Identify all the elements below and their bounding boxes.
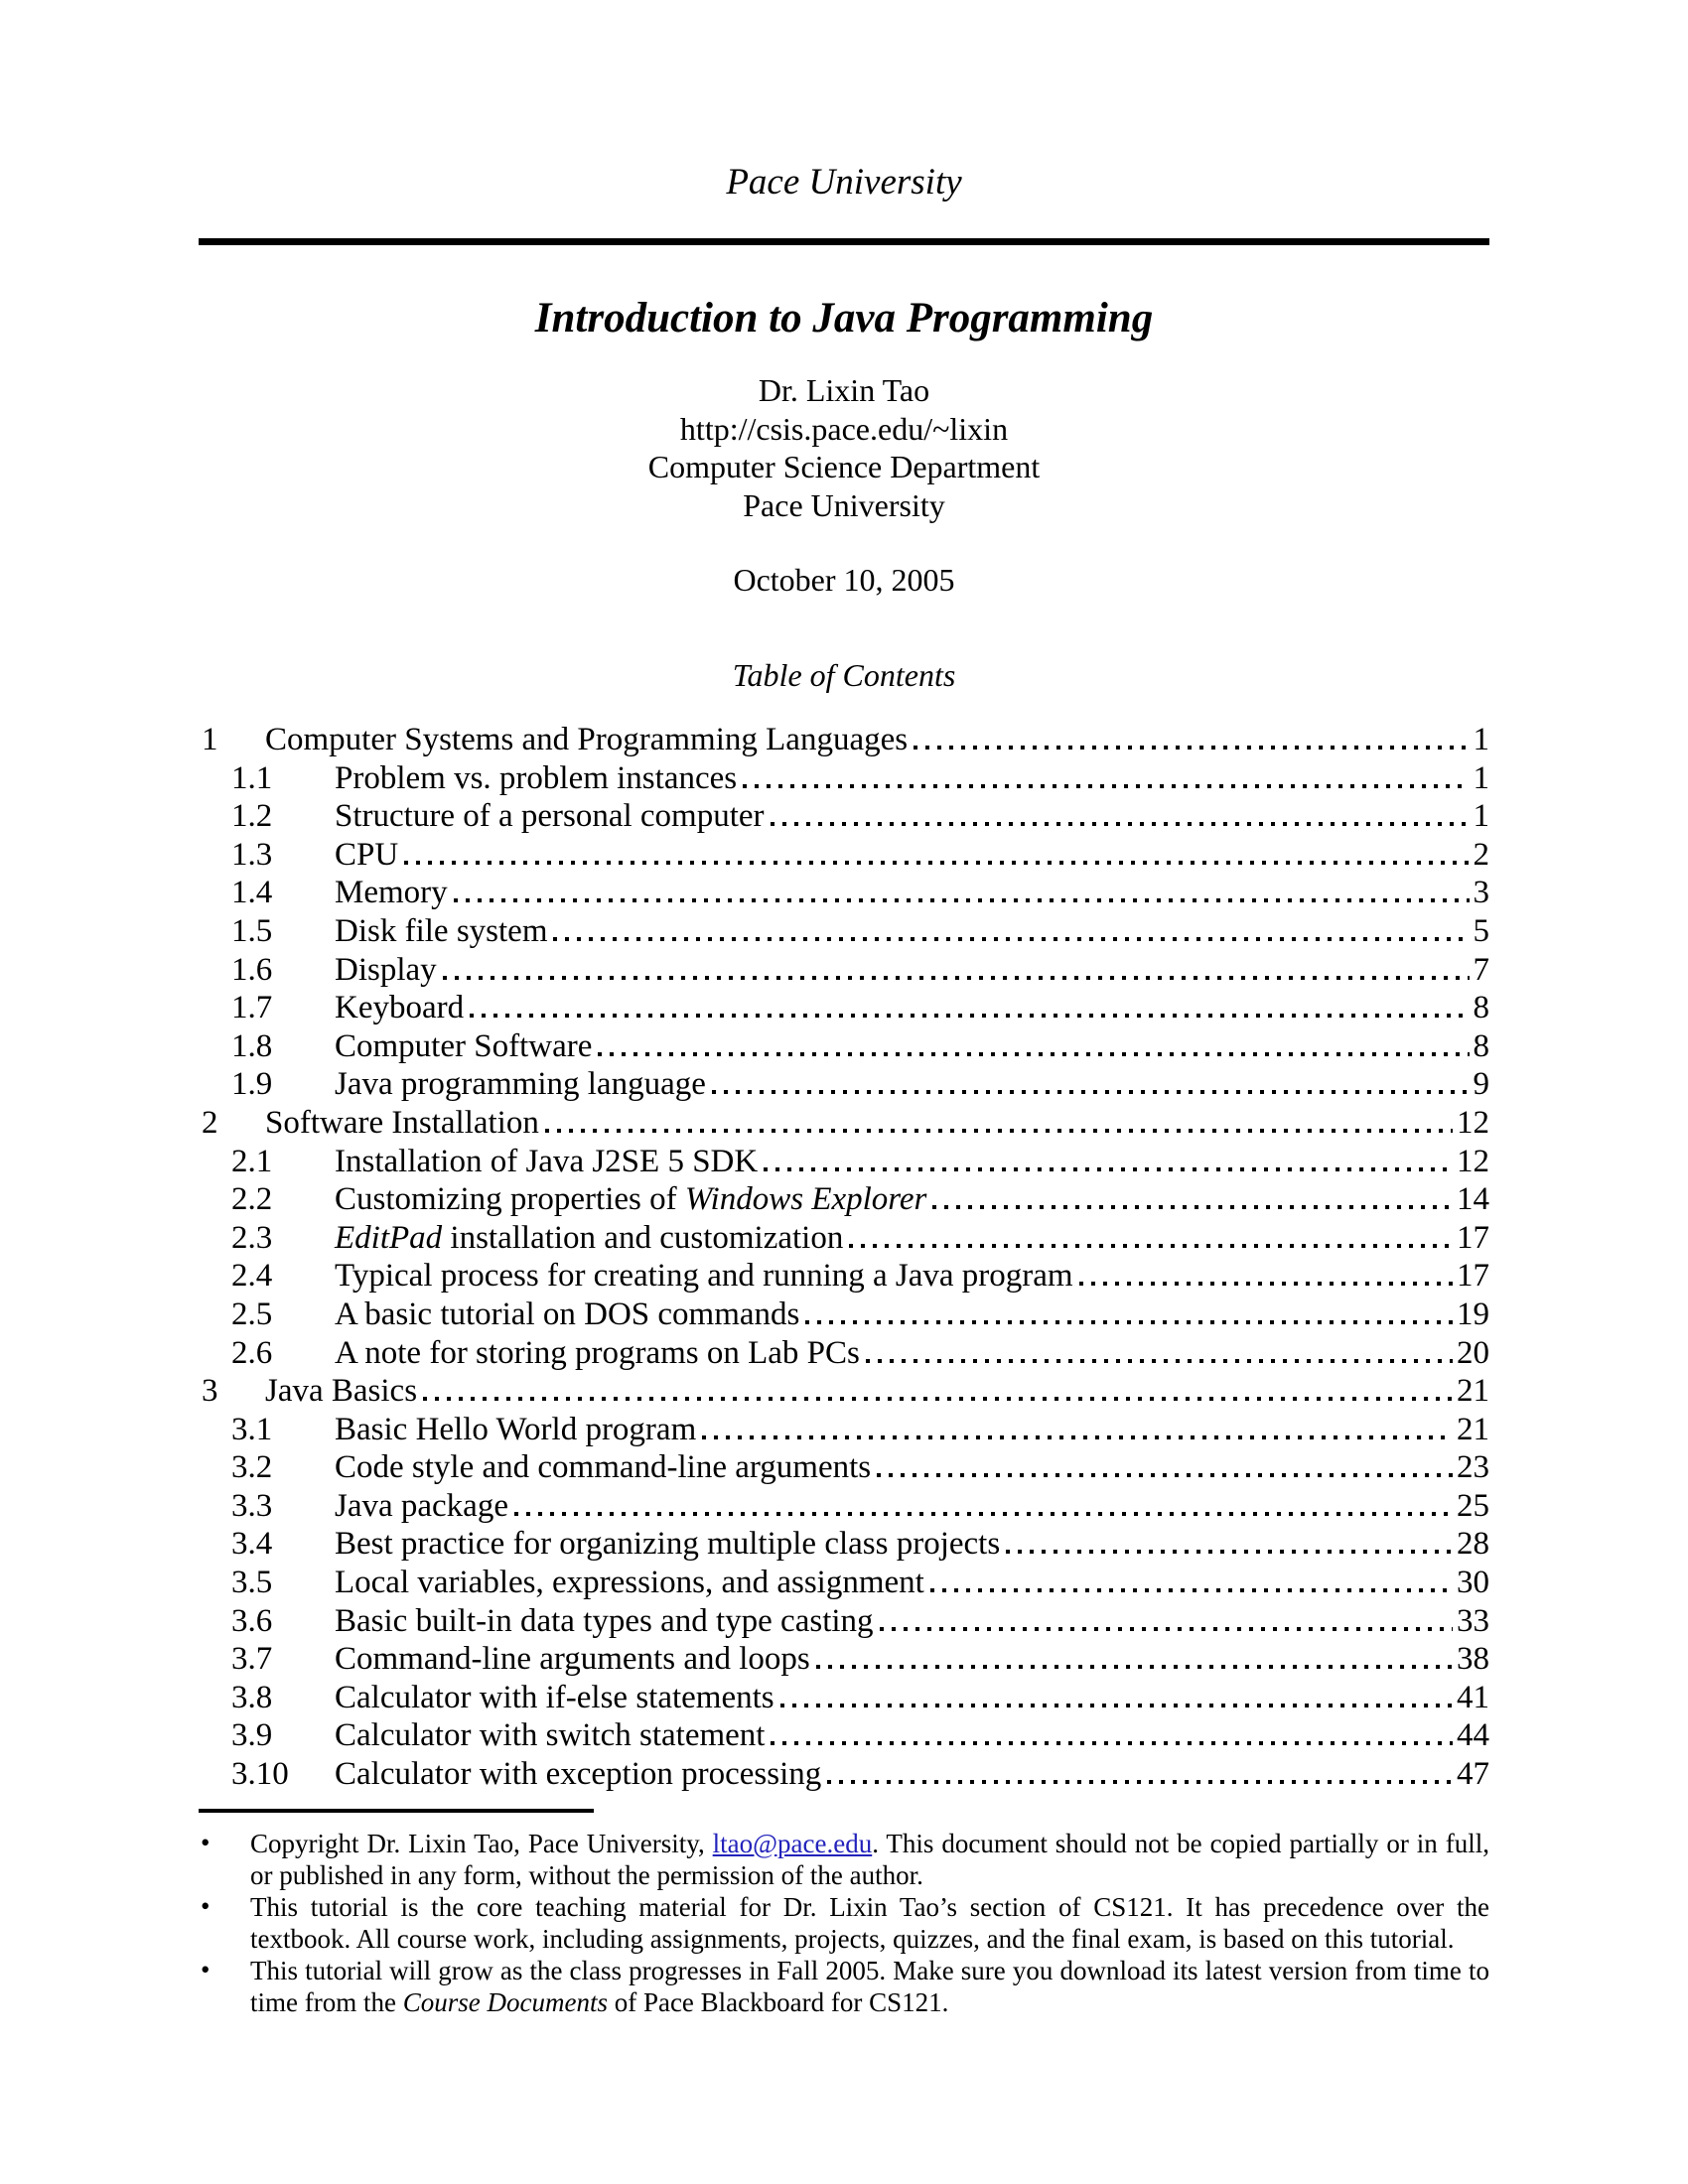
toc-entry-number: 2.6 [231, 1334, 273, 1371]
toc-dot-leader [849, 1244, 1453, 1248]
toc-entry-number: 3.8 [231, 1679, 273, 1715]
text-segment: of Pace Blackboard for CS121. [607, 1986, 949, 2017]
toc-dot-leader [514, 1512, 1453, 1516]
toc-entry-title [335, 1602, 874, 1641]
toc-dot-leader [553, 937, 1469, 941]
bullet-icon: • [201, 1955, 211, 1985]
toc-entry [199, 1487, 1489, 1526]
toc-entry [199, 1104, 1489, 1143]
footnote-item [199, 1956, 1489, 2018]
toc-entry-title [335, 1334, 860, 1373]
toc-entry-number: 2.5 [231, 1296, 273, 1332]
toc-dot-leader [805, 1320, 1453, 1324]
toc-entry-title [335, 1679, 774, 1717]
document-date: October 10, 2005 [733, 562, 955, 598]
author-university: Pace University [743, 486, 945, 523]
toc-dot-leader [930, 1588, 1453, 1592]
text-segment: Code style and command-line arguments [335, 1449, 872, 1486]
toc-entry [199, 1334, 1489, 1373]
text-segment: Typical process for creating and running a Java program [335, 1258, 1073, 1295]
toc-entry-page: 5 [1473, 912, 1489, 949]
text-segment: Basic Hello World program [335, 1411, 697, 1447]
toc-entry-number: 1.1 [231, 759, 273, 796]
toc-entry-page: 38 [1457, 1641, 1489, 1678]
toc-entry-title [335, 1411, 696, 1449]
toc-entry [199, 874, 1489, 912]
toc-entry-number: 3.7 [231, 1641, 273, 1678]
toc-entry [199, 1411, 1489, 1449]
document-title: Introduction to Java Programming [534, 295, 1154, 341]
toc-entry-page: 1 [1473, 798, 1489, 835]
toc-entry-number: 3.5 [231, 1565, 273, 1601]
text-segment: Computer Software [335, 1027, 593, 1064]
toc-entry-title [265, 721, 908, 759]
toc-dot-leader [877, 1473, 1453, 1477]
toc-entry-number: 3.9 [231, 1717, 273, 1754]
toc-entry-number: 1.5 [231, 912, 273, 949]
text-segment: Course Documents [402, 1986, 608, 2017]
toc-dot-leader [1079, 1282, 1453, 1286]
text-segment: Calculator with exception processing [335, 1756, 822, 1793]
toc-entry-page: 12 [1457, 1143, 1489, 1179]
toc-entry-title [335, 874, 448, 912]
toc-entry [199, 1716, 1489, 1755]
toc-entry-page: 14 [1457, 1181, 1489, 1218]
text-segment: Copyright Dr. Lixin Tao, Pace University, [250, 1829, 713, 1858]
text-segment: A basic tutorial on DOS commands [335, 1296, 800, 1332]
text-segment: Calculator with if-else statements [335, 1679, 774, 1715]
toc-dot-leader [880, 1627, 1453, 1631]
toc-entry [199, 1065, 1489, 1104]
toc-entry-number: 2.3 [231, 1219, 273, 1256]
toc-entry [199, 1257, 1489, 1296]
toc-entry-page: 21 [1457, 1411, 1489, 1447]
text-segment: This tutorial will grow as the class progresses in Fall 2005. Make sure you download its latest version from time to time from the [250, 1956, 1489, 2017]
toc-entry-number: 1.4 [231, 875, 273, 911]
toc-entry [199, 1219, 1489, 1258]
toc-entry-page: 25 [1457, 1487, 1489, 1524]
toc-entry-number: 1.8 [231, 1027, 273, 1064]
toc-entry-title [335, 1143, 758, 1181]
toc-entry-title [335, 836, 398, 875]
bullet-icon: • [201, 1891, 211, 1922]
text-segment: Local variables, expressions, and assignment [335, 1565, 924, 1601]
toc-entry [199, 1640, 1489, 1679]
toc-entry [199, 1679, 1489, 1717]
toc-dot-leader [827, 1780, 1453, 1784]
toc-dot-leader [702, 1435, 1453, 1439]
footnotes [199, 1829, 1489, 2020]
toc-entry [199, 1448, 1489, 1487]
toc-dot-leader [545, 1129, 1453, 1133]
toc-entry-number: 3.4 [231, 1526, 273, 1563]
toc-entry [199, 1564, 1489, 1602]
author-block [0, 371, 1688, 524]
toc-entry [199, 951, 1489, 990]
text-segment: Windows Explorer [684, 1181, 927, 1218]
toc-entry-page: 12 [1457, 1104, 1489, 1141]
toc-entry [199, 912, 1489, 951]
text-segment: Customizing properties of [335, 1181, 685, 1218]
text-segment: Software Installation [265, 1104, 539, 1141]
toc-entry [199, 759, 1489, 798]
text-segment: Disk file system [335, 912, 548, 949]
author-url: http://csis.pace.edu/~lixin [679, 410, 1009, 447]
toc-dot-leader [771, 822, 1470, 826]
text-segment: Keyboard [335, 990, 465, 1026]
toc-entry-number: 1.7 [231, 990, 273, 1026]
bullet-icon: • [201, 1828, 211, 1857]
toc-entry-title [335, 1065, 706, 1104]
text-segment: Best practice for organizing multiple class projects [335, 1526, 1001, 1563]
toc-entry-number: 3.3 [231, 1487, 273, 1524]
toc-dot-leader [866, 1359, 1453, 1363]
toc-entry-number: 3 [202, 1373, 218, 1410]
toc-dot-leader [932, 1205, 1453, 1209]
toc-entry-title [335, 1219, 843, 1258]
footnote-item [199, 1892, 1489, 1955]
toc-entry [199, 1143, 1489, 1181]
toc-dot-leader [1006, 1550, 1453, 1554]
toc-entry-page: 41 [1457, 1679, 1489, 1715]
text-segment: A note for storing programs on Lab PCs [335, 1334, 860, 1371]
toc-entry-title [335, 1296, 799, 1334]
toc-heading: Table of Contents [732, 657, 956, 693]
toc-dot-leader [771, 1741, 1453, 1745]
text-segment: Java package [335, 1487, 508, 1524]
toc-entry [199, 721, 1489, 759]
toc-dot-leader [743, 784, 1469, 788]
toc-entry-page: 33 [1457, 1602, 1489, 1639]
toc-entry-number: 2.2 [231, 1181, 273, 1218]
toc-entry-page: 17 [1457, 1258, 1489, 1295]
toc-entry-page: 44 [1457, 1717, 1489, 1754]
footnote-separator [199, 1809, 594, 1813]
table-of-contents [199, 721, 1489, 1794]
toc-dot-leader [780, 1704, 1453, 1707]
toc-entry-page: 8 [1473, 1027, 1489, 1064]
toc-entry-number: 1.9 [231, 1066, 273, 1103]
text-segment: Memory [335, 875, 448, 911]
toc-entry-number: 3.2 [231, 1449, 273, 1486]
toc-entry-number: 2.4 [231, 1258, 273, 1295]
toc-entry-number: 3.6 [231, 1602, 273, 1639]
toc-entry [199, 989, 1489, 1027]
toc-dot-leader [454, 898, 1470, 902]
toc-entry-number: 1 [202, 722, 218, 757]
toc-entry-page: 23 [1457, 1449, 1489, 1486]
toc-entry-title [335, 1448, 871, 1487]
toc-entry-title [265, 1372, 417, 1411]
text-segment: Calculator with switch statement [335, 1717, 766, 1754]
toc-entry-page: 28 [1457, 1526, 1489, 1563]
toc-entry [199, 1525, 1489, 1564]
toc-entry-title [335, 1564, 924, 1602]
toc-entry-title [335, 912, 547, 951]
toc-dot-leader [404, 861, 1469, 865]
toc-dot-leader [914, 746, 1469, 750]
toc-dot-leader [443, 976, 1470, 980]
toc-entry-page: 9 [1473, 1066, 1489, 1103]
toc-entry [199, 1027, 1489, 1066]
toc-entry-title [335, 1257, 1073, 1296]
toc-entry-title [335, 1640, 810, 1679]
toc-entry-number: 2 [202, 1104, 218, 1141]
toc-entry [199, 1296, 1489, 1334]
toc-entry-number: 1.6 [231, 951, 273, 988]
toc-entry-page: 1 [1473, 722, 1489, 757]
toc-entry-page: 21 [1457, 1373, 1489, 1410]
toc-entry-number: 3.1 [231, 1411, 273, 1447]
toc-entry-title [335, 951, 437, 990]
toc-entry-page: 8 [1473, 990, 1489, 1026]
text-segment: Command-line arguments and loops [335, 1641, 810, 1678]
toc-entry-title [335, 989, 464, 1027]
toc-dot-leader [712, 1090, 1470, 1094]
toc-entry-title [335, 797, 765, 836]
running-header: Pace University [726, 162, 962, 203]
text-segment: Java Basics [265, 1373, 418, 1410]
toc-entry [199, 797, 1489, 836]
text-segment: EditPad [335, 1219, 443, 1256]
toc-entry-page: 3 [1473, 875, 1489, 911]
toc-entry-number: 3.10 [231, 1756, 289, 1793]
toc-entry-number: 2.1 [231, 1143, 273, 1179]
author-department: Computer Science Department [647, 449, 1041, 484]
text-segment: Structure of a personal computer [335, 798, 765, 835]
toc-entry-page: 1 [1473, 759, 1489, 796]
toc-dot-leader [816, 1665, 1453, 1669]
toc-entry-page: 7 [1473, 951, 1489, 988]
toc-dot-leader [423, 1397, 1453, 1401]
toc-dot-leader [470, 1014, 1469, 1018]
text-segment: Installation of Java J2SE 5 SDK [335, 1143, 759, 1179]
email-link[interactable]: ltao@pace.edu [712, 1829, 873, 1858]
toc-entry-page: 47 [1457, 1756, 1489, 1793]
footnote-item [199, 1829, 1489, 1891]
text-segment: . This document should not be copied partially or in full, or published in any form, without the permission of the author. [250, 1829, 1489, 1890]
text-segment: This tutorial is the core teaching material for Dr. Lixin Tao’s section of CS121. It has precedence over the textbook. All course work, including assignments, projects, quizzes, and the final exam, is based on this tutorial. [250, 1892, 1489, 1954]
text-segment: Problem vs. problem instances [335, 759, 738, 796]
toc-entry-title [335, 1525, 1000, 1564]
toc-entry-page: 17 [1457, 1219, 1489, 1256]
toc-entry-page: 20 [1457, 1334, 1489, 1371]
toc-entry [199, 1602, 1489, 1641]
header-rule [199, 238, 1489, 245]
toc-entry-number: 1.2 [231, 798, 273, 835]
toc-entry-page: 30 [1457, 1565, 1489, 1601]
toc-entry [199, 836, 1489, 875]
toc-entry [199, 1755, 1489, 1794]
text-segment: Computer Systems and Programming Languages [265, 722, 909, 757]
text-segment: Java programming language [335, 1066, 706, 1103]
toc-entry-title [265, 1104, 539, 1143]
text-segment: installation and customization [442, 1219, 844, 1256]
toc-entry-page: 2 [1473, 836, 1489, 873]
author-name: Dr. Lixin Tao [758, 372, 930, 408]
text-segment: Display [335, 951, 437, 988]
text-segment: CPU [335, 836, 399, 873]
toc-entry [199, 1372, 1489, 1411]
toc-dot-leader [764, 1167, 1453, 1171]
text-segment: Basic built-in data types and type casting [335, 1602, 874, 1639]
toc-entry-number: 1.3 [231, 836, 273, 873]
toc-entry-page: 19 [1457, 1296, 1489, 1332]
toc-entry-title [335, 1487, 508, 1526]
toc-entry [199, 1180, 1489, 1219]
toc-entry-title [335, 1180, 926, 1219]
toc-entry-title [335, 1755, 821, 1794]
toc-entry-title [335, 1027, 592, 1066]
toc-dot-leader [598, 1052, 1469, 1056]
toc-entry-title [335, 1716, 765, 1755]
toc-entry-title [335, 759, 737, 798]
